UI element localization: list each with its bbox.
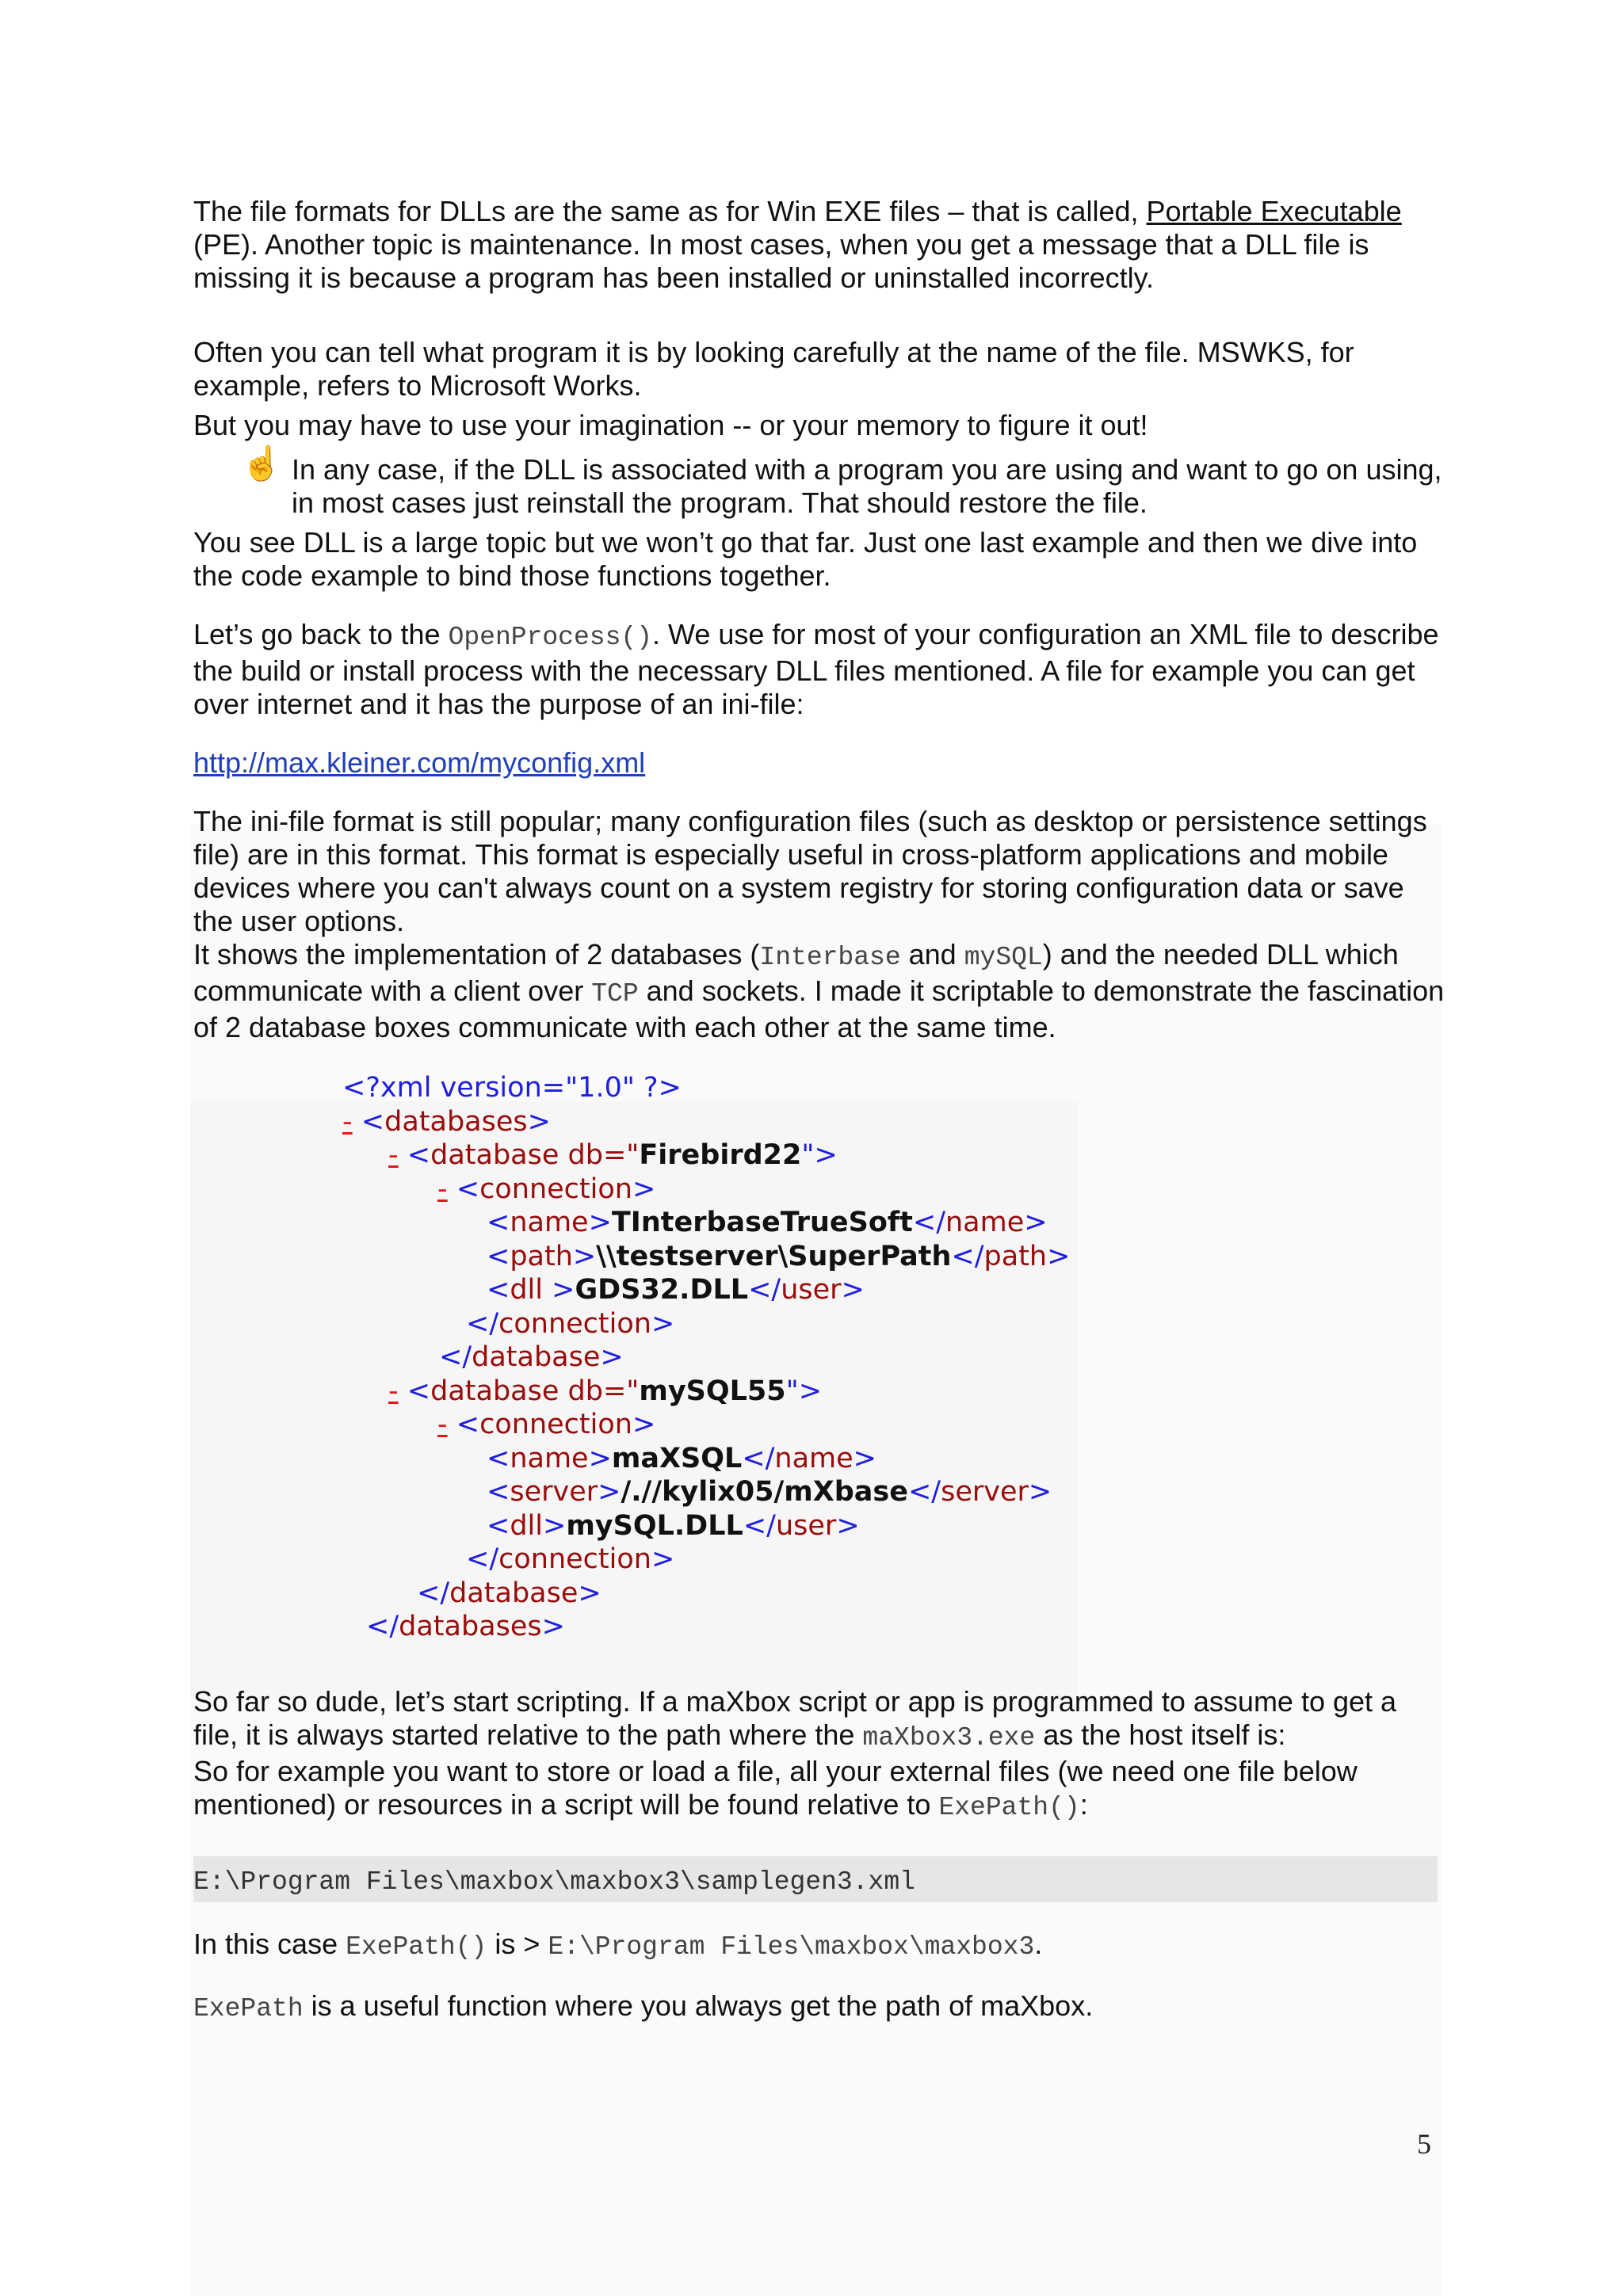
config-url-paragraph <box>193 746 1445 780</box>
collapse-marker[interactable]: - <box>437 1173 448 1205</box>
paragraph-file-formats: The file formats for DLLs are the same as for Win EXE files – that is called, Portable Executable (PE). Another topic is maintenance. In most cases, when you get a message that a DLL file is missing it is because a program has been installed or uninstalled incorrectly. <box>193 195 1402 294</box>
xml-connection-2-close: </connection> <box>466 1543 675 1575</box>
pointing-hand-icon: ☝ <box>241 444 283 482</box>
paragraph-ini-format: The ini-file format is still popular; many configuration files (such as desktop or persistence settings file) are in this format. This format is especially useful in cross-platform applications and mobile devices where you can't always count on a system registry for storing configuration data or save the user options. <box>193 805 1427 937</box>
inline-code: TCP <box>591 979 639 1009</box>
xml-connection-2-open: - <connection> <box>437 1409 656 1440</box>
inline-code: ExePath() <box>346 1932 487 1962</box>
xml-path-1: <path>\\testserver\SuperPath</path> <box>487 1240 1071 1272</box>
xml-listing <box>193 1071 1445 1644</box>
xml-database-2-close: </database> <box>417 1577 601 1609</box>
inline-code: OpenProcess() <box>448 623 653 652</box>
note-block <box>193 444 1445 520</box>
paragraph-dll-topic: You see DLL is a large topic but we won’t go that far. Just one last example and then we dive into the code example to bind those functions together. <box>193 526 1418 592</box>
collapse-marker[interactable]: - <box>388 1139 399 1171</box>
code-line: E:\Program Files\maxbox\maxbox3\samplegen3.xml <box>193 1867 915 1897</box>
xml-databases-open: - <databases> <box>342 1105 551 1138</box>
xml-name-1: <name>TInterbaseTrueSoft</name> <box>487 1207 1048 1238</box>
paragraph-openprocess: Let’s go back to the OpenProcess(). We use for most of your configuration an XML file to describe the build or install process with the necessary DLL files mentioned. A file for example you can get over internet and it has the purpose of an ini-file: <box>193 618 1439 720</box>
inline-code: E:\Program Files\maxbox\maxbox3 <box>548 1932 1035 1962</box>
inline-code: maXbox3.exe <box>862 1722 1036 1753</box>
xml-database-2-open: - <database db="mySQL55"> <box>388 1375 823 1407</box>
xml-declaration: <?xml version="1.0" ?> <box>342 1072 682 1104</box>
collapse-marker[interactable]: - <box>342 1105 353 1138</box>
inline-code: Interbase <box>759 943 901 972</box>
xml-connection-1-close: </connection> <box>466 1307 675 1340</box>
xml-dll-1: <dll >GDS32.DLL</user> <box>487 1274 865 1306</box>
page-content <box>193 195 1445 2026</box>
xml-server-2: <server>/.//kylix05/mXbase</server> <box>487 1476 1052 1508</box>
config-url-link[interactable]: http://max.kleiner.com/myconfig.xml <box>193 746 646 779</box>
xml-database-1-close: </database> <box>439 1341 624 1373</box>
note-text: In any case, if the DLL is associated with a program you are using and want to go on using, in most cases just reinstall the program. That should restore the file. <box>292 453 1442 519</box>
paragraph-exepath-useful: ExePath is a useful function where you always get the path of maXbox. <box>193 1989 1094 2023</box>
xml-databases-close: </databases> <box>366 1611 565 1642</box>
inline-code: ExePath <box>193 1993 304 2023</box>
portable-executable-link[interactable]: Portable Executable <box>1146 195 1402 227</box>
paragraph-start-scripting: So far so dude, let’s start scripting. If a maXbox script or app is programmed to assume to get a file, it is always started relative to the path where the maXbox3.exe as the host itself is: <box>193 1684 1397 1753</box>
inline-code: ExePath() <box>938 1792 1080 1822</box>
inline-code: mySQL <box>964 943 1043 972</box>
collapse-marker[interactable]: - <box>388 1375 399 1407</box>
xml-database-1-open: - <database db="Firebird22"> <box>388 1139 838 1171</box>
xml-connection-1-open: - <connection> <box>437 1173 656 1205</box>
code-block <box>193 1856 1438 1902</box>
paragraph-program-name: Often you can tell what program it is by looking carefully at the name of the file. MSWKS, for example, refers to Microsoft Works. <box>193 336 1354 402</box>
paragraph-databases: It shows the implementation of 2 databases (Interbase and mySQL) and the needed DLL which communicate with a client over TCP and sockets. I made it scriptable to demonstrate the fascination of 2 database boxes communicate with each other at the same time. <box>193 938 1445 1043</box>
paragraph-imagination: But you may have to use your imagination -- or your memory to figure it out! <box>193 409 1148 441</box>
paragraph-exepath-case: In this case ExePath() is > E:\Program Files\maxbox\maxbox3. <box>193 1927 1043 1962</box>
xml-dll-2: <dll>mySQL.DLL</user> <box>487 1509 860 1542</box>
collapse-marker[interactable]: - <box>437 1409 448 1440</box>
page-number: 5 <box>1417 2128 1431 2160</box>
xml-name-2: <name>maXSQL</name> <box>487 1442 876 1474</box>
paragraph-exepath-intro: So for example you want to store or load a file, all your external files (we need one file below mentioned) or resources in a script will be found relative to ExePath(): <box>193 1754 1358 1822</box>
